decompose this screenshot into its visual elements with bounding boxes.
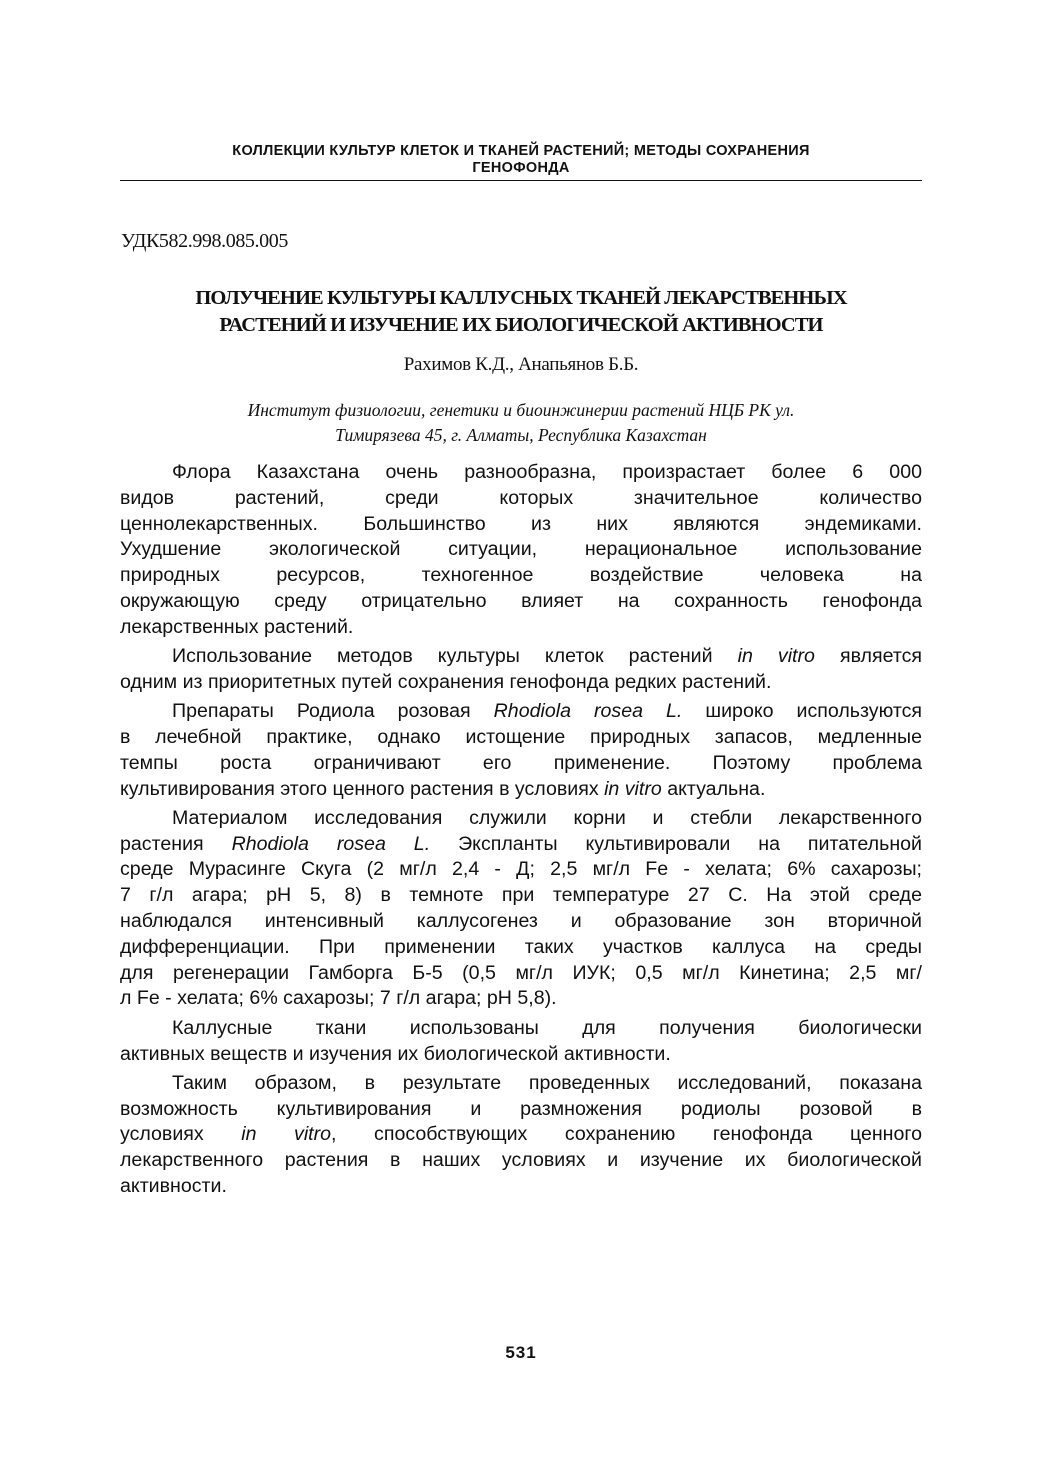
paragraph-line: Каллусные ткани использованы для получения биологически (172, 1016, 922, 1039)
paragraph-line: Флора Казахстана очень разнообразна, произрастает более 6 000 (172, 461, 922, 483)
article-body (120, 460, 922, 1203)
italic-term: Rhodiola rosea L. (231, 832, 431, 855)
running-head-line-1: КОЛЛЕКЦИИ КУЛЬТУР КЛЕТОК И ТКАНЕЙ РАСТЕНИЙ; МЕТОДЫ СОХРАНЕНИЯ (232, 143, 810, 159)
text-run: условиях (120, 1123, 242, 1146)
paragraph-line: ценнолекарственных. Большинство из них являются эндемиками. (120, 512, 922, 535)
text-run: Использование методов культуры клеток растений (172, 645, 738, 668)
paragraph-line: лекарственного растения в наших условиях и изучение их биологической (120, 1149, 922, 1172)
paragraph-line (120, 644, 922, 670)
paragraph-line: среде Мурасинге Скуга (2 мг/л 2,4 - Д; 2,5 мг/л Fe - хелата; 6% сахарозы; (120, 858, 922, 881)
paragraph-1 (120, 460, 922, 641)
italic-term: Rhodiola rosea L. (493, 700, 683, 723)
paragraph-line: 7 г/л агара; рН 5, 8) в темноте при температуре 27 С. На этой среде (120, 884, 922, 907)
paragraph-4 (120, 806, 922, 1012)
paragraph-5 (120, 1016, 922, 1068)
text-run: актуальна. (661, 777, 766, 800)
text-run: является (814, 645, 923, 668)
article-title (100, 285, 942, 339)
paragraph-line: активности. (120, 1175, 227, 1198)
italic-term: in vitro (241, 1123, 332, 1146)
text-run: широко используются (682, 700, 922, 723)
paragraph-6 (120, 1071, 922, 1200)
affiliation-line-2: Тимирязева 45, г. Алматы, Республика Казахстан (335, 425, 707, 445)
paragraph-3 (120, 699, 922, 802)
italic-term: in vitro (737, 645, 815, 668)
paragraph-line (120, 1122, 922, 1148)
paragraph-line: Ухудшение экологической ситуации, нерациональное использование (120, 538, 922, 561)
running-head-line-2: ГЕНОФОНДА (472, 160, 570, 176)
text-run: культивирования этого ценного растения в условиях (120, 777, 605, 800)
udc-code: УДК582.998.085.005 (121, 230, 288, 252)
paragraph-line: возможность культивирования и размножения родиолы розовой в (120, 1097, 922, 1120)
title-line-2: РАСТЕНИЙ И ИЗУЧЕНИЕ ИХ БИОЛОГИЧЕСКОЙ АКТИВНОСТИ (219, 314, 823, 336)
paragraph-line: видов растений, среди которых значительное количество (120, 486, 922, 509)
text-run: , способствующих сохранению генофонда ценного (331, 1123, 922, 1146)
paragraph-2 (120, 644, 922, 696)
paragraph-line: окружающую среду отрицательно влияет на сохранность генофонда (120, 589, 922, 612)
paragraph-line (120, 832, 922, 858)
paragraph-line: дифференциации. При применении таких участков каллуса на среды (120, 935, 922, 958)
paragraph-line: в лечебной практике, однако истощение природных запасов, медленные (120, 725, 922, 748)
paragraph-line: наблюдался интенсивный каллусогенез и образование зон вторичной (120, 910, 922, 933)
paragraph-line: природных ресурсов, техногенное воздействие человека на (120, 564, 922, 587)
paragraph-line: для регенерации Гамборга Б-5 (0,5 мг/л ИУК; 0,5 мг/л Кинетина; 2,5 мг/ (120, 961, 922, 984)
paragraph-line (120, 699, 922, 725)
paragraph-line: Материалом исследования служили корни и стебли лекарственного (172, 806, 922, 829)
text-run: Экспланты культивировали на питательной (430, 832, 922, 855)
running-head (120, 143, 922, 177)
paragraph-line: Таким образом, в результате проведенных исследований, показана (172, 1071, 922, 1094)
affiliation (100, 398, 942, 448)
affiliation-line-1: Институт физиологии, генетики и биоинжинерии растений НЦБ РК ул. (247, 400, 795, 420)
text-run: Препараты Родиола розовая (172, 700, 494, 723)
page-number: 531 (505, 1343, 537, 1362)
paragraph-line: темпы роста ограничивают его применение. Поэтому проблема (120, 751, 922, 774)
italic-term: in vitro (604, 777, 662, 800)
paragraph-line: л Fe - хелата; 6% сахарозы; 7 г/л агара; рН 5,8). (120, 987, 557, 1010)
title-line-1: ПОЛУЧЕНИЕ КУЛЬТУРЫ КАЛЛУСНЫХ ТКАНЕЙ ЛЕКАРСТВЕННЫХ (195, 287, 847, 309)
paragraph-line: лекарственных растений. (120, 615, 354, 638)
paragraph-line (120, 777, 922, 803)
authors: Рахимов К.Д., Анапьянов Б.Б. (403, 354, 639, 375)
paragraph-line: активных веществ и изучения их биологической активности. (120, 1042, 671, 1065)
paragraph-line: одним из приоритетных путей сохранения генофонда редких растений. (120, 670, 772, 693)
header-rule (120, 180, 922, 181)
text-run: растения (120, 832, 232, 855)
